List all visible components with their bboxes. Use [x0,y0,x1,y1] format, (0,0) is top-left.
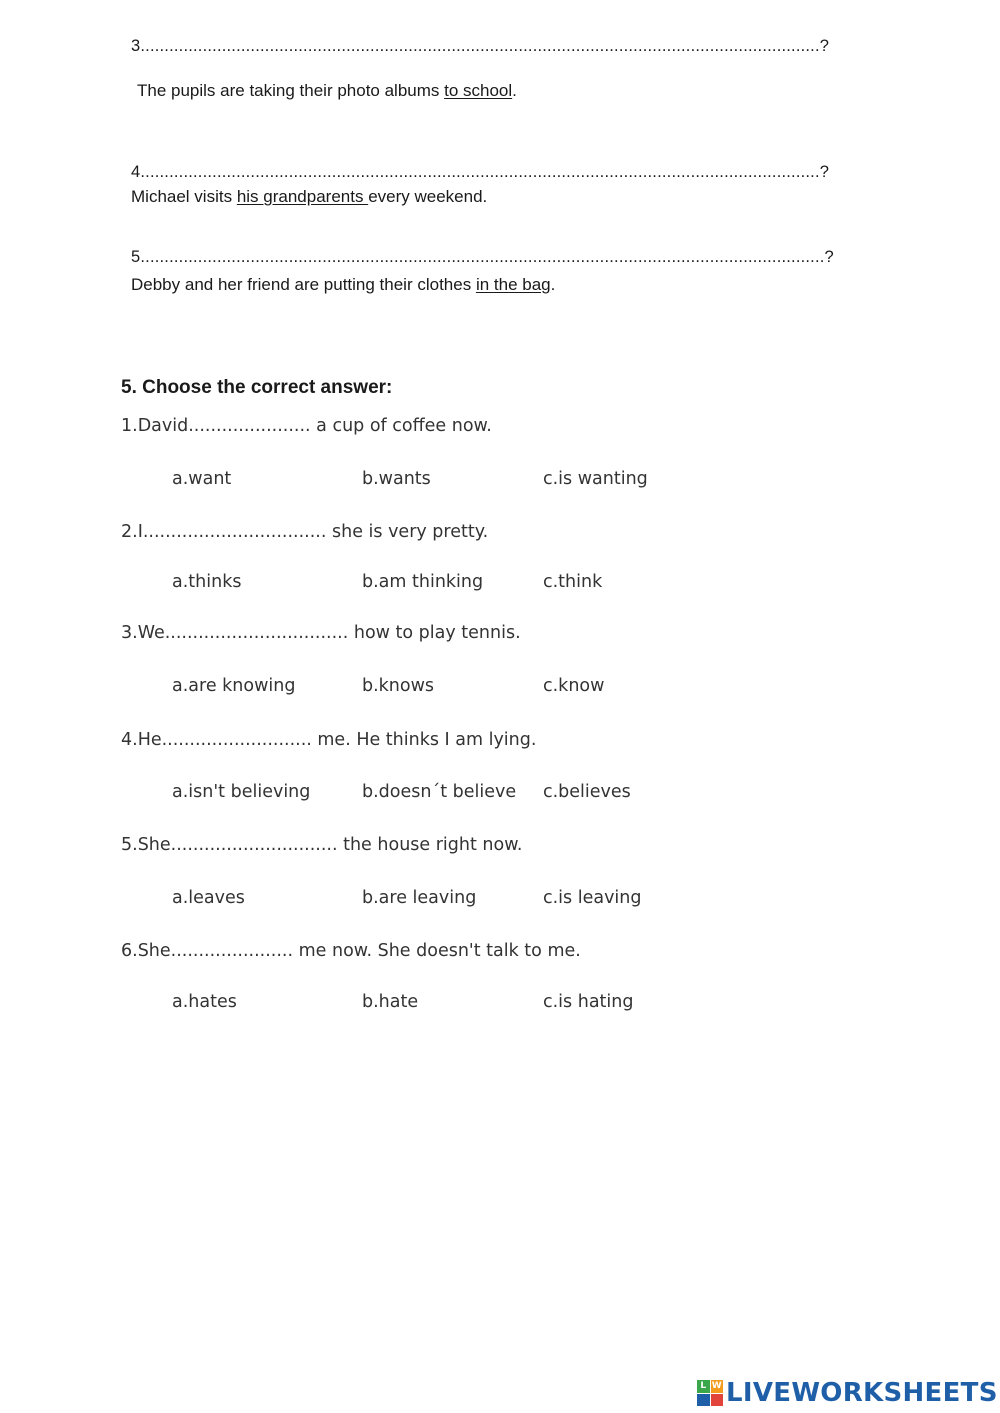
option-b[interactable]: b.doesn´t believe [362,782,517,802]
question-3-line: 3..............................................................................................................................................? [131,37,830,55]
option-c[interactable]: c.know [543,676,605,696]
question-5-number: 5 [131,248,141,266]
question-5-line: 5...............................................................................................................................................? [131,248,834,266]
question-4-number: 4 [131,163,141,181]
option-b[interactable]: b.am thinking [362,572,484,592]
underlined-phrase: to school [444,81,513,100]
underlined-phrase: his grandparents [236,187,369,206]
option-a[interactable]: a.leaves [172,888,245,908]
option-c[interactable]: c.is wanting [543,469,648,489]
question-3-number: 3 [131,37,141,55]
question-4-line: 4..............................................................................................................................................? [131,163,830,181]
liveworksheets-logo [697,1378,998,1408]
question-4-sentence: Michael visits his grandparents every weekend. [131,187,488,206]
question-3-answer-blank[interactable]: .............................................................................................................................................. [140,37,820,55]
option-c[interactable]: c.is hating [543,992,634,1012]
option-b[interactable]: b.hate [362,992,419,1012]
question-3-sentence: The pupils are taking their photo albums to school. [137,81,517,100]
option-b[interactable]: b.are leaving [362,888,477,908]
mc-question: 3.We................................. how to play tennis. [121,623,521,643]
liveworksheets-logo-icon: L W [697,1380,723,1406]
option-c[interactable]: c.is leaving [543,888,642,908]
underlined-phrase: in the bag [475,275,551,294]
option-a[interactable]: a.are knowing [172,676,296,696]
mc-question: 5.She.............................. the house right now. [121,835,523,855]
question-5-answer-blank[interactable]: ............................................................................................................................................... [140,248,825,266]
option-a[interactable]: a.isn't believing [172,782,311,802]
mc-question: 2.I................................. she is very pretty. [121,522,489,542]
mc-question: 1.David...................... a cup of coffee now. [121,416,492,436]
section-heading: 5. Choose the correct answer: [121,377,393,398]
option-c[interactable]: c.think [543,572,603,592]
liveworksheets-wordmark: LIVEWORKSHEETS [726,1378,998,1408]
mc-question: 6.She...................... me now. She doesn't talk to me. [121,941,581,961]
mc-question: 4.He........................... me. He thinks I am lying. [121,730,537,750]
option-c[interactable]: c.believes [543,782,631,802]
question-5-sentence: Debby and her friend are putting their clothes in the bag. [131,275,556,294]
option-b[interactable]: b.wants [362,469,431,489]
option-b[interactable]: b.knows [362,676,435,696]
option-a[interactable]: a.want [172,469,232,489]
option-a[interactable]: a.hates [172,992,237,1012]
option-a[interactable]: a.thinks [172,572,242,592]
question-4-answer-blank[interactable]: .............................................................................................................................................. [140,163,820,181]
